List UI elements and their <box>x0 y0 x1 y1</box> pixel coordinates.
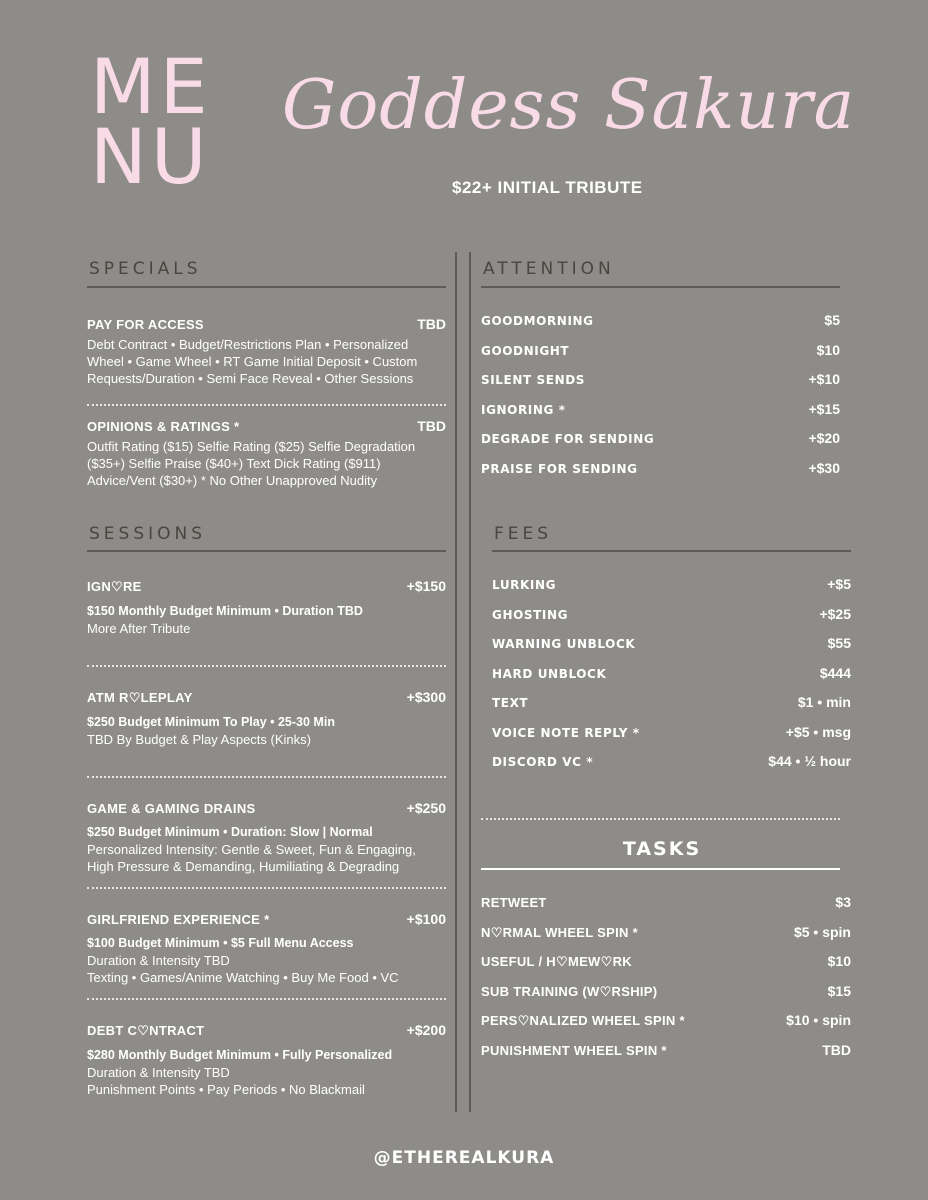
item-price: $10 • spin <box>786 1012 851 1028</box>
item-name: IGNORING * <box>481 402 566 417</box>
list-item <box>481 953 851 983</box>
list-item <box>492 606 851 636</box>
item-price: $10 <box>816 341 840 358</box>
session-item <box>87 689 446 748</box>
item-price: +$5 • msg <box>785 723 851 740</box>
menu-line-1: ME <box>90 42 212 131</box>
item-price: +$150 <box>406 578 446 594</box>
item-requirement: $250 Budget Minimum To Play • 25-30 Min <box>87 715 335 729</box>
item-name: GOODNIGHT <box>481 343 570 358</box>
menu-wordmark <box>90 42 212 201</box>
item-name: WARNING UNBLOCK <box>492 637 636 651</box>
description-line: Punishment Points • Pay Periods • No Blackmail <box>87 1082 365 1097</box>
description-line: TBD By Budget & Play Aspects (Kinks) <box>87 732 311 747</box>
item-price: $1 • min <box>797 694 851 710</box>
tasks-heading: TASKS <box>622 838 702 860</box>
item-name: DEGRADE FOR SENDING <box>481 432 655 446</box>
item-name: PUNISHMENT WHEEL SPIN * <box>481 1042 667 1058</box>
description-line: Personalized Intensity: Gentle & Sweet, Fun & Engaging, <box>87 842 416 857</box>
list-item <box>481 983 851 1013</box>
dotted-separator <box>87 776 446 778</box>
specials-heading: SPECIALS <box>89 259 202 279</box>
description-line: Duration & Intensity TBD <box>87 953 230 968</box>
item-name: GOODMORNING <box>481 314 594 328</box>
dotted-separator <box>87 665 446 667</box>
item-name: PERS♡NALIZED WHEEL SPIN * <box>481 1013 685 1028</box>
item-name: RETWEET <box>481 895 547 910</box>
item-price: $3 <box>835 894 851 910</box>
description-line: ($35+) Selfie Praise ($40+) Text Dick Rating ($911) <box>87 456 381 471</box>
item-description <box>87 731 446 748</box>
description-line: Wheel • Game Wheel • RT Game Initial Deposit • Custom <box>87 354 418 369</box>
item-name: DEBT C♡NTRACT <box>87 1023 205 1038</box>
item-price: +$250 <box>406 800 446 816</box>
item-name: OPINIONS & RATINGS * <box>87 419 240 434</box>
description-line: More After Tribute <box>87 621 191 636</box>
item-price: $444 <box>819 664 851 681</box>
item-description <box>87 438 446 489</box>
dotted-separator <box>87 404 446 406</box>
description-line: Advice/Vent ($30+) * No Other Unapproved Nudity <box>87 473 378 488</box>
item-name: SUB TRAINING (W♡RSHIP) <box>481 983 658 999</box>
list-item <box>481 924 851 954</box>
item-price: +$30 <box>808 459 840 476</box>
item-price: TBD <box>417 418 446 434</box>
initial-tribute: $22+ INITIAL TRIBUTE <box>452 178 643 197</box>
item-price: $10 <box>827 953 851 969</box>
fees-heading: FEES <box>494 524 553 544</box>
list-item <box>492 635 851 665</box>
column-divider-right <box>469 252 471 1112</box>
item-price: +$25 <box>819 605 851 622</box>
item-name: ATM R♡LEPLAY <box>87 690 193 705</box>
item-description <box>87 952 446 986</box>
list-item <box>492 665 851 695</box>
list-item <box>481 1042 851 1072</box>
list-item <box>492 724 851 754</box>
dotted-separator <box>87 887 446 889</box>
special-item <box>87 316 446 387</box>
page-title: Goddess Sakura <box>282 66 856 145</box>
description-line: Debt Contract • Budget/Restrictions Plan • Personalized <box>87 337 409 352</box>
list-item <box>481 460 840 490</box>
description-line: High Pressure & Demanding, Humiliating & Degrading <box>87 859 400 874</box>
list-item <box>481 401 840 431</box>
item-price: $15 <box>827 982 851 999</box>
item-requirement: $280 Monthly Budget Minimum • Fully Personalized <box>87 1048 393 1062</box>
session-item <box>87 578 446 637</box>
item-description <box>87 841 446 875</box>
item-price: $44 • ½ hour <box>768 753 851 769</box>
column-divider-left <box>455 252 457 1112</box>
sessions-rule <box>87 550 446 552</box>
item-price: +$5 <box>827 576 851 592</box>
session-item <box>87 800 446 875</box>
session-item <box>87 1022 446 1098</box>
item-name: N♡RMAL WHEEL SPIN * <box>481 924 638 940</box>
item-price: $55 <box>827 635 851 651</box>
item-description <box>87 620 446 637</box>
attention-list <box>481 312 840 489</box>
item-price: $5 • spin <box>793 923 851 940</box>
attention-rule <box>481 286 840 288</box>
item-price: +$10 <box>808 371 840 387</box>
specials-rule <box>87 286 446 288</box>
item-requirement: $150 Monthly Budget Minimum • Duration TBD <box>87 604 363 618</box>
item-price: $5 <box>824 312 840 328</box>
tasks-list <box>481 894 851 1071</box>
item-name: SILENT SENDS <box>481 373 586 387</box>
item-name: GHOSTING <box>492 607 569 622</box>
description-line: Outfit Rating ($15) Selfie Rating ($25) Selfie Degradation <box>87 439 416 454</box>
dotted-separator <box>481 818 840 820</box>
item-name: GAME & GAMING DRAINS <box>87 801 256 816</box>
item-description <box>87 336 446 387</box>
list-item <box>492 694 851 724</box>
item-price: +$20 <box>808 430 840 446</box>
fees-rule <box>492 550 851 552</box>
list-item <box>492 576 851 606</box>
list-item <box>481 371 840 401</box>
item-name: DISCORD VC * <box>492 755 594 769</box>
menu-line-2: NU <box>90 112 211 201</box>
list-item <box>492 753 851 783</box>
description-line: Duration & Intensity TBD <box>87 1065 230 1080</box>
item-name: PRAISE FOR SENDING <box>481 461 638 476</box>
special-item <box>87 418 446 489</box>
item-price: +$100 <box>406 911 446 927</box>
tasks-rule <box>481 868 840 870</box>
item-price: TBD <box>417 316 446 332</box>
list-item <box>481 1012 851 1042</box>
item-price: +$200 <box>406 1022 446 1038</box>
item-name: GIRLFRIEND EXPERIENCE * <box>87 912 270 927</box>
session-item <box>87 911 446 986</box>
sessions-heading: SESSIONS <box>89 524 207 544</box>
item-price: +$300 <box>406 689 446 705</box>
item-requirement: $100 Budget Minimum • $5 Full Menu Access <box>87 936 354 950</box>
item-name: HARD UNBLOCK <box>492 666 607 681</box>
item-name: VOICE NOTE REPLY * <box>492 725 640 740</box>
item-description <box>87 1064 446 1098</box>
item-name: PAY FOR ACCESS <box>87 317 204 332</box>
item-name: LURKING <box>492 578 557 592</box>
item-name: IGN♡RE <box>87 579 142 594</box>
list-item <box>481 342 840 372</box>
description-line: Requests/Duration • Semi Face Reveal • Other Sessions <box>87 371 414 386</box>
item-name: USEFUL / H♡MEW♡RK <box>481 954 632 969</box>
social-handle: @ETHEREALKURA <box>373 1148 555 1168</box>
list-item <box>481 312 840 342</box>
fees-list <box>492 576 851 783</box>
item-requirement: $250 Budget Minimum • Duration: Slow | Normal <box>87 825 373 839</box>
list-item <box>481 430 840 460</box>
description-line: Texting • Games/Anime Watching • Buy Me Food • VC <box>87 970 399 985</box>
item-price: +$15 <box>808 400 840 417</box>
attention-heading: ATTENTION <box>483 259 615 279</box>
list-item <box>481 894 851 924</box>
item-name: TEXT <box>492 696 529 710</box>
item-price: TBD <box>822 1041 851 1058</box>
dotted-separator <box>87 998 446 1000</box>
